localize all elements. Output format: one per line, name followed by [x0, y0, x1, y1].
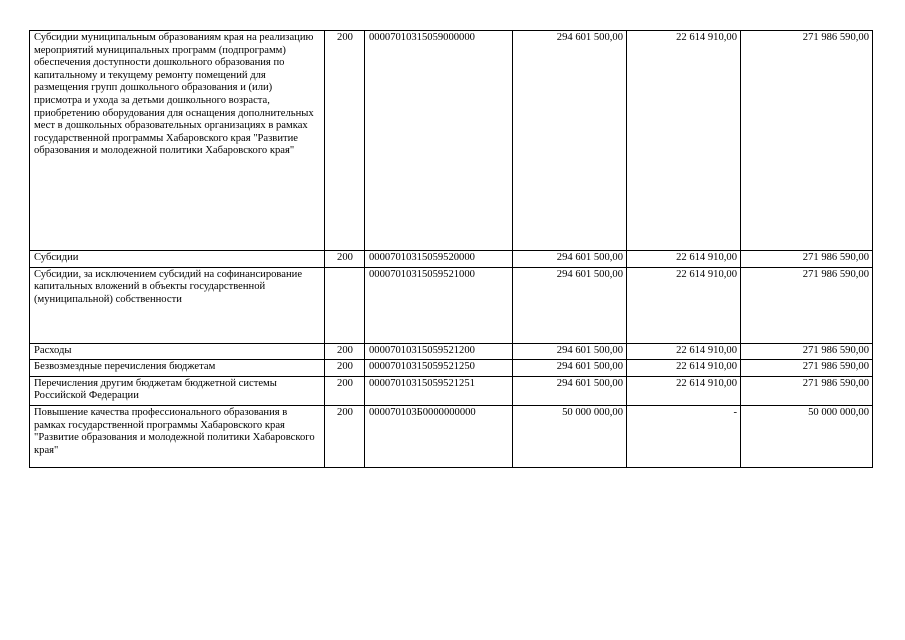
row-remaining-amount: 271 986 590,00: [741, 376, 873, 405]
row-approved-amount: 294 601 500,00: [513, 376, 627, 405]
row-approved-amount: 294 601 500,00: [513, 343, 627, 360]
row-admin-code: 200: [325, 31, 365, 251]
table-row: [30, 267, 873, 343]
row-approved-amount: 294 601 500,00: [513, 251, 627, 268]
row-admin-code: 200: [325, 376, 365, 405]
row-remaining-amount: 271 986 590,00: [741, 31, 873, 251]
row-budget-code: 00007010315059000000: [365, 31, 513, 251]
row-remaining-amount: 271 986 590,00: [741, 343, 873, 360]
row-budget-code: 00007010315059521200: [365, 343, 513, 360]
row-executed-amount: -: [627, 405, 741, 467]
row-executed-amount: 22 614 910,00: [627, 360, 741, 377]
row-approved-amount: 294 601 500,00: [513, 31, 627, 251]
row-name: Безвозмездные перечисления бюджетам: [30, 360, 325, 377]
row-remaining-amount: 271 986 590,00: [741, 251, 873, 268]
row-budget-code: 00007010315059521000: [365, 267, 513, 343]
table-row: [30, 343, 873, 360]
row-budget-code: 00007010315059521251: [365, 376, 513, 405]
row-executed-amount: 22 614 910,00: [627, 31, 741, 251]
row-name: Расходы: [30, 343, 325, 360]
row-remaining-amount: 271 986 590,00: [741, 267, 873, 343]
row-admin-code: 200: [325, 405, 365, 467]
row-executed-amount: 22 614 910,00: [627, 267, 741, 343]
table-row: [30, 376, 873, 405]
row-executed-amount: 22 614 910,00: [627, 251, 741, 268]
row-budget-code: 00007010315059520000: [365, 251, 513, 268]
row-budget-code: 000070103Б0000000000: [365, 405, 513, 467]
row-name: Субсидии муниципальным образованиям края на реализацию мероприятий муниципальных программ (подпрограмм) обеспечения доступности дошкольного образования по капитальному и текущему ремонту помещений для размещения групп дошкольного образования и (или) присмотра и ухода за детьми дошкольного возраста, приобретению оборудования для оснащения дополнительных мест в дошкольных образовательных организациях в рамках государственной программы Хабаровского края "Развитие образования и молодежной политики Хабаровского края": [30, 31, 325, 251]
row-executed-amount: 22 614 910,00: [627, 343, 741, 360]
budget-table: [29, 30, 873, 468]
row-remaining-amount: 50 000 000,00: [741, 405, 873, 467]
row-admin-code: 200: [325, 343, 365, 360]
row-executed-amount: 22 614 910,00: [627, 376, 741, 405]
table-row: [30, 405, 873, 467]
row-approved-amount: 294 601 500,00: [513, 267, 627, 343]
row-admin-code: 200: [325, 251, 365, 268]
row-name: Перечисления другим бюджетам бюджетной системы Российской Федерации: [30, 376, 325, 405]
row-remaining-amount: 271 986 590,00: [741, 360, 873, 377]
row-name: Субсидии: [30, 251, 325, 268]
row-budget-code: 00007010315059521250: [365, 360, 513, 377]
row-admin-code: 200: [325, 360, 365, 377]
row-approved-amount: 50 000 000,00: [513, 405, 627, 467]
table-row: [30, 360, 873, 377]
table-row: [30, 31, 873, 251]
row-admin-code: [325, 267, 365, 343]
table-row: [30, 251, 873, 268]
row-name: Субсидии, за исключением субсидий на софинансирование капитальных вложений в объекты государственной (муниципальной) собственности: [30, 267, 325, 343]
row-approved-amount: 294 601 500,00: [513, 360, 627, 377]
row-name: Повышение качества профессионального образования в рамках государственной программы Хабаровского края "Развитие образования и молодежной политики Хабаровского края": [30, 405, 325, 467]
